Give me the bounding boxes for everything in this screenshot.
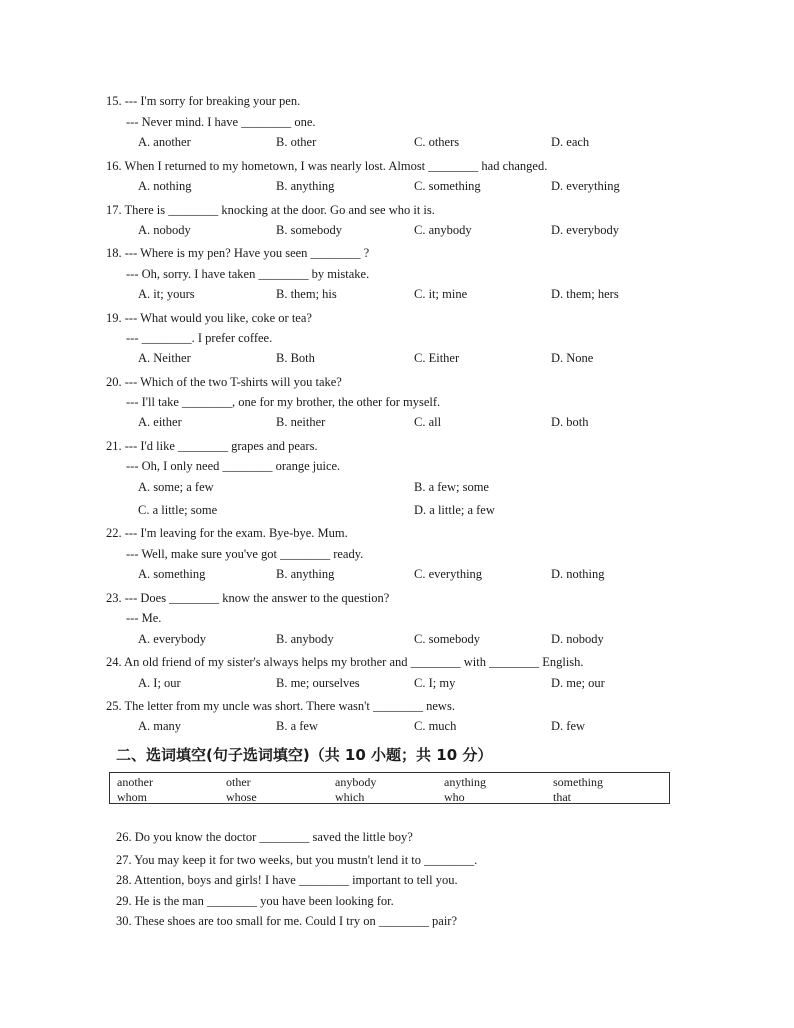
q24-option-b: B. me; ourselves: [276, 676, 360, 690]
question-22-reply: --- Well, make sure you've got ________ ready.: [126, 547, 364, 561]
word-bank-word: whose: [226, 790, 257, 804]
q23-option-a: A. everybody: [138, 632, 207, 646]
q24-option-c: C. I; my: [414, 676, 456, 690]
q23-option-b: B. anybody: [276, 632, 334, 646]
question-26: 26. Do you know the doctor ________ saved the little boy?: [116, 830, 413, 844]
question-21-stem: 21. --- I'd like ________ grapes and pears.: [106, 439, 318, 453]
word-bank-word: anything: [444, 775, 486, 789]
q22-option-d: D. nothing: [551, 567, 605, 581]
question-23-reply: --- Me.: [126, 611, 162, 625]
question-24-stem: 24. An old friend of my sister's always helps my brother and ________ with ________ English.: [106, 655, 584, 669]
q23-option-c: C. somebody: [414, 632, 480, 646]
question-28: 28. Attention, boys and girls! I have ________ important to tell you.: [116, 873, 458, 887]
question-19-stem: 19. --- What would you like, coke or tea?: [106, 311, 312, 325]
q22-option-b: B. anything: [276, 567, 335, 581]
q21-option-c: C. a little; some: [138, 503, 218, 517]
q25-option-c: C. much: [414, 719, 457, 733]
q17-option-c: C. anybody: [414, 223, 472, 237]
question-29: 29. He is the man ________ you have been looking for.: [116, 894, 394, 908]
q25-option-b: B. a few: [276, 719, 318, 733]
question-15-stem: 15. --- I'm sorry for breaking your pen.: [106, 94, 301, 108]
q21-option-b: B. a few; some: [414, 480, 489, 494]
q17-option-b: B. somebody: [276, 223, 342, 237]
word-bank-word: another: [117, 775, 153, 789]
q20-option-b: B. neither: [276, 415, 326, 429]
q20-option-a: A. either: [138, 415, 182, 429]
word-bank: [109, 772, 670, 804]
question-23-stem: 23. --- Does ________ know the answer to the question?: [106, 591, 390, 605]
question-30: 30. These shoes are too small for me. Could I try on ________ pair?: [116, 914, 458, 928]
q23-option-d: D. nobody: [551, 632, 604, 646]
q15-option-a: A. another: [138, 135, 191, 149]
q16-option-b: B. anything: [276, 179, 335, 193]
section-2-title: 二、选词填空(句子选词填空)（共 10 小题；共 10 分）: [116, 746, 493, 764]
q24-option-a: A. I; our: [138, 676, 181, 690]
q25-option-a: A. many: [138, 719, 182, 733]
question-27: 27. You may keep it for two weeks, but you mustn't lend it to ________.: [116, 853, 478, 867]
q17-option-d: D. everybody: [551, 223, 620, 237]
q17-option-a: A. nobody: [138, 223, 191, 237]
q18-option-d: D. them; hers: [551, 287, 619, 301]
word-bank-word: other: [226, 775, 251, 789]
q15-option-b: B. other: [276, 135, 317, 149]
q16-option-a: A. nothing: [138, 179, 192, 193]
word-bank-word: that: [553, 790, 571, 804]
word-bank-word: something: [553, 775, 603, 789]
q15-option-d: D. each: [551, 135, 590, 149]
q16-option-d: D. everything: [551, 179, 620, 193]
q20-option-c: C. all: [414, 415, 442, 429]
q16-option-c: C. something: [414, 179, 481, 193]
question-17-stem: 17. There is ________ knocking at the door. Go and see who it is.: [106, 203, 435, 217]
q22-option-c: C. everything: [414, 567, 483, 581]
question-25-stem: 25. The letter from my uncle was short. There wasn't ________ news.: [106, 699, 455, 713]
q24-option-d: D. me; our: [551, 676, 605, 690]
q21-option-d: D. a little; a few: [414, 503, 495, 517]
question-19-reply: --- ________. I prefer coffee.: [126, 331, 273, 345]
q18-option-b: B. them; his: [276, 287, 337, 301]
q25-option-d: D. few: [551, 719, 586, 733]
word-bank-word: anybody: [335, 775, 377, 789]
q19-option-a: A. Neither: [138, 351, 191, 365]
q21-option-a: A. some; a few: [138, 480, 214, 494]
q18-option-c: C. it; mine: [414, 287, 468, 301]
q18-option-a: A. it; yours: [138, 287, 195, 301]
q19-option-d: D. None: [551, 351, 594, 365]
question-20-reply: --- I'll take ________, one for my brother, the other for myself.: [126, 395, 441, 409]
q19-option-b: B. Both: [276, 351, 315, 365]
question-18-stem: 18. --- Where is my pen? Have you seen ________ ?: [106, 246, 370, 260]
q19-option-c: C. Either: [414, 351, 460, 365]
question-16-stem: 16. When I returned to my hometown, I was nearly lost. Almost ________ had changed.: [106, 159, 548, 173]
word-bank-word: whom: [117, 790, 147, 804]
question-15-reply: --- Never mind. I have ________ one.: [126, 115, 316, 129]
word-bank-word: who: [444, 790, 465, 804]
q15-option-c: C. others: [414, 135, 460, 149]
q20-option-d: D. both: [551, 415, 589, 429]
question-20-stem: 20. --- Which of the two T-shirts will you take?: [106, 375, 342, 389]
word-bank-word: which: [335, 790, 365, 804]
question-21-reply: --- Oh, I only need ________ orange juice.: [126, 459, 341, 473]
q22-option-a: A. something: [138, 567, 206, 581]
question-18-reply: --- Oh, sorry. I have taken ________ by mistake.: [126, 267, 370, 281]
question-22-stem: 22. --- I'm leaving for the exam. Bye-bye. Mum.: [106, 526, 348, 540]
